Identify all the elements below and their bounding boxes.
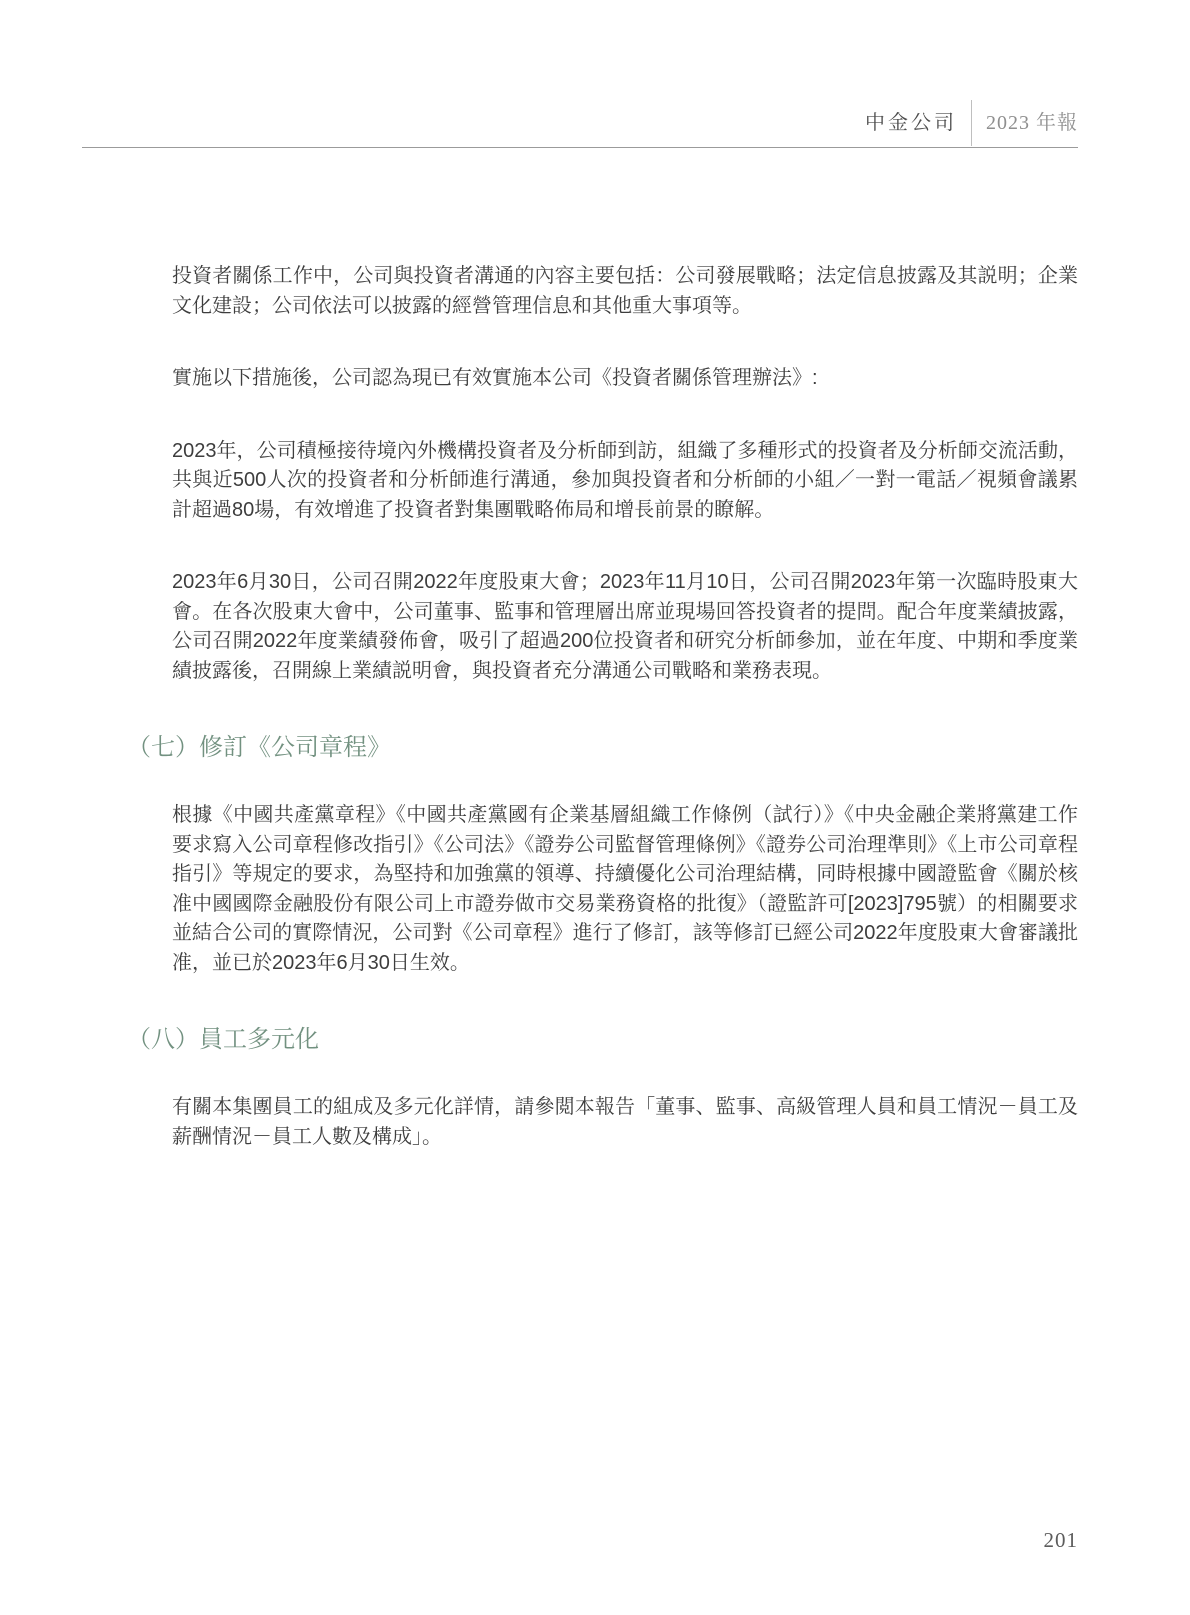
paragraph-measures-implemented: 實施以下措施後，公司認為現已有效實施本公司《投資者關係管理辦法》: (172, 367, 818, 389)
page-header (865, 100, 1078, 146)
header-vertical-divider (971, 100, 972, 146)
paragraph-2023-investor-activities: 2023年，公司積極接待境內外機構投資者及分析師到訪，組織了多種形式的投資者及分析師交流活動，共與近500人次的投資者和分析師進行溝通，參加與投資者和分析師的小組／一對一電話／視頻會議累計超過80場，有效增進了投資者對集團戰略佈局和增長前景的瞭解。 (172, 439, 1078, 521)
paragraph-shareholder-meetings: 2023年6月30日，公司召開2022年度股東大會；2023年11月10日，公司召開2023年第一次臨時股東大會。在各次股東大會中，公司董事、監事和管理層出席並現場回答投資者的提問。配合年度業績披露，公司召開2022年度業績發佈會，吸引了超過200位投資者和研究分析師參加，並在年度、中期和季度業績披露後，召開線上業績説明會，與投資者充分溝通公司戰略和業務表現。 (172, 571, 1078, 682)
paragraph-investor-communication: 投資者關係工作中，公司與投資者溝通的內容主要包括：公司發展戰略；法定信息披露及其説明；企業文化建設；公司依法可以披露的經營管理信息和其他重大事項等。 (172, 265, 1078, 317)
report-title: 2023 年報 (986, 112, 1078, 134)
page-number: 201 (1043, 1528, 1078, 1552)
paragraph-employee-diversity: 有關本集團員工的組成及多元化詳情，請參閲本報告「董事、監事、高級管理人員和員工情況－員工及薪酬情況－員工人數及構成」。 (172, 1096, 1078, 1148)
paragraph-articles-amendment: 根據《中國共產黨章程》《中國共產黨國有企業基層組織工作條例（試行）》《中央金融企業將黨建工作要求寫入公司章程修改指引》《公司法》《證券公司監督管理條例》《證券公司治理準則》《上市公司章程指引》等規定的要求，為堅持和加強黨的領導、持續優化公司治理結構，同時根據中國證監會《關於核准中國國際金融股份有限公司上市證券做市交易業務資格的批復》（證監許可[2023]795號）的相關要求並結合公司的實際情況，公司對《公司章程》進行了修訂，該等修訂已經公司2022年度股東大會審議批准，並已於2023年6月30日生效。 (172, 804, 1078, 974)
header-rule (82, 147, 1078, 148)
main-content (127, 262, 1078, 1195)
section-heading-8-employee-diversity: （八）員工多元化 (127, 1026, 319, 1053)
section-heading-7-articles-amendment: （七）修訂《公司章程》 (127, 734, 391, 761)
company-name: 中金公司 (865, 112, 957, 134)
